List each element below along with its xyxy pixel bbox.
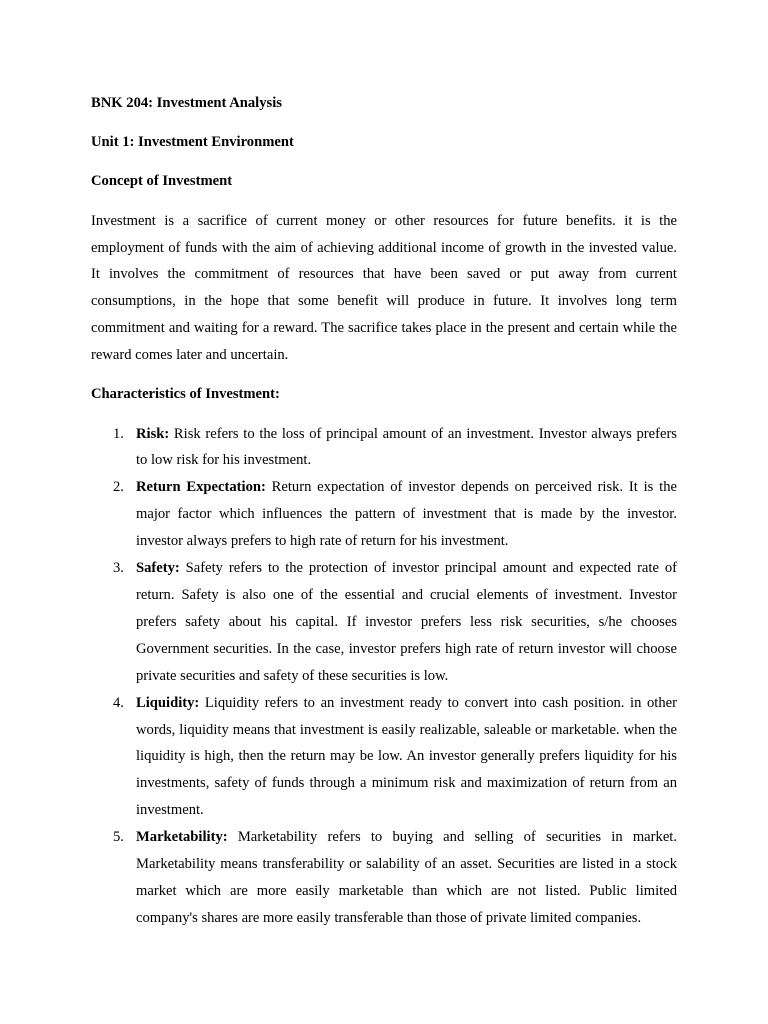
list-item-marketability [91,824,677,932]
list-text: Safety refers to the protection of investor principal amount and expected rate of return. Safety is also one of the essential and crucial elements of investment. Investor prefers safety about his capital. If investor prefers less risk securities, s/he chooses Government securities. In the case, investor prefers high rate of return investor will choose private securities and safety of these securities is low. [136,560,677,684]
concept-heading: Concept of Investment [91,173,233,190]
unit-title: Unit 1: Investment Environment [91,134,294,151]
list-number: 2. [113,479,124,496]
course-title: BNK 204: Investment Analysis [91,95,282,111]
list-text: Risk refers to the loss of principal amount of an investment. Investor always prefers to low risk for his investment. [136,425,677,469]
list-item-return-expectation [91,474,677,555]
list-number: 1. [113,425,124,442]
list-text: Liquidity refers to an investment ready to convert into cash position. in other words, liquidity means that investment is easily realizable, saleable or marketable. when the liquidity is high, then the return may be low. An investor generally prefers liquidity for his investments, safety of funds through a minimum risk and maximization of return from an investment. [136,694,677,819]
list-number: 3. [113,560,124,577]
list-text: Marketability refers to buying and selling of securities in market. Marketability means transferability or salability of an asset. Securities are listed in a stock market which are more easily marketable than which are not listed. Public limited company's shares are more easily transferable than those of private limited companies. [136,829,677,926]
list-term: Marketability: [136,829,228,846]
list-term: Liquidity: [136,694,200,711]
characteristics-heading: Characteristics of Investment: [91,386,280,403]
list-item-liquidity [91,690,677,825]
characteristics-list [91,421,677,932]
document-page [91,90,677,932]
list-number: 5. [113,829,124,846]
concept-paragraph: Investment is a sacrifice of current money or other resources for future benefits. it is the employment of funds with the aim of achieving additional income of growth in the invested value. It involves the commitment of resources that have been saved or put away from current consumptions, in the hope that some benefit will produce in future. It involves long term commitment and waiting for a reward. The sacrifice takes place in the present and certain while the reward comes later and uncertain. [91,212,677,364]
list-term: Safety: [136,560,180,577]
list-item-safety [91,555,677,690]
list-text: Return expectation of investor depends on perceived risk. It is the major factor which influences the pattern of investment that is made by the investor. investor always prefers to high rate of return for his investment. [136,479,677,550]
list-item-risk [91,421,677,475]
list-number: 4. [113,694,124,711]
list-term: Return Expectation: [136,479,266,496]
list-term: Risk: [136,425,170,442]
